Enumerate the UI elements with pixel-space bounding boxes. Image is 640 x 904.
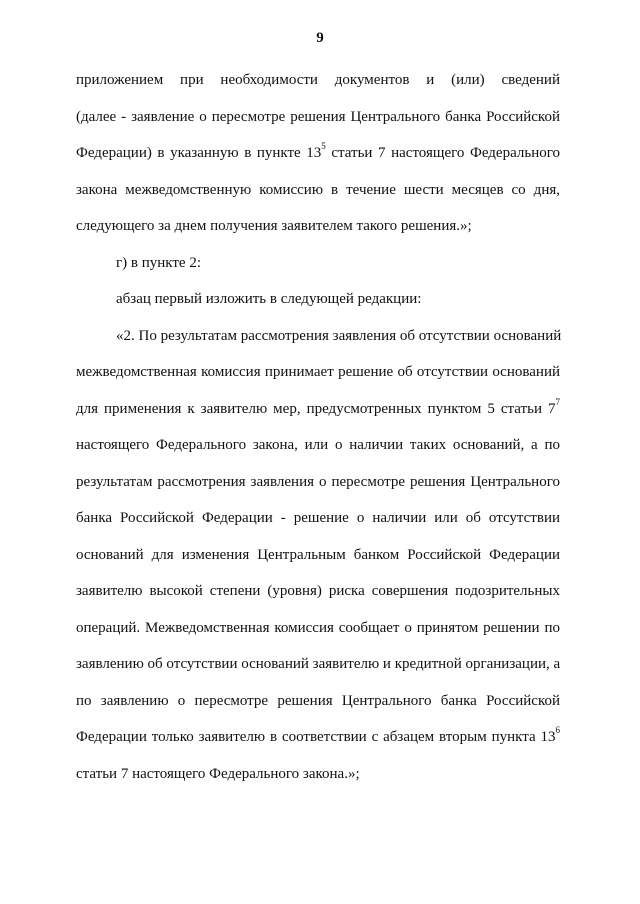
superscript: 7 [555,396,560,407]
paragraph-line [76,719,560,756]
page-number: 9 [316,30,324,46]
paragraph-line: оснований для изменения Центральным банком Российской Федерации [76,546,560,563]
paragraph-line: настоящего Федерального закона, или о наличии таких оснований, а по [76,437,560,453]
paragraph-line: операций. Межведомственная комиссия сообщает о принятом решении по [76,619,560,636]
paragraph-line [76,135,560,172]
paragraph-line: банка Российской Федерации - решение о наличии или об отсутствии [76,510,560,526]
document-body [76,62,560,792]
line-text: Федерации) в указанную в пункте 13 [76,145,322,161]
paragraph-line [76,391,560,428]
paragraph-line: заявителю высокой степени (уровня) риска совершения подозрительных [76,583,560,599]
paragraph-line: «2. По результатам рассмотрения заявления об отсутствии оснований [116,327,562,344]
paragraph-line: приложением при необходимости документов и (или) сведений [76,72,560,88]
paragraph-line: закона межведомственную комиссию в течение шести месяцев со дня, [76,181,560,198]
superscript: 6 [555,725,560,735]
paragraph-line: следующего за днем получения заявителем такого решения.»; [76,218,472,234]
subitem-heading: г) в пункте 2: [116,254,202,271]
paragraph-line: заявлению об отсутствии оснований заявителю и кредитной организации, а [76,656,561,672]
paragraph-line: (далее - заявление о пересмотре решения Центрального банка Российской [76,108,560,125]
paragraph-line: статьи 7 настоящего Федерального закона.»; [76,765,360,782]
paragraph-line: по заявлению о пересмотре решения Центрального банка Российской [76,692,560,709]
line-text: статьи 7 настоящего Федерального [325,145,561,161]
instruction-line: абзац первый изложить в следующей редакции: [116,291,422,307]
paragraph-line: результатам рассмотрения заявления о пересмотре решения Центрального [76,473,560,490]
line-text: для применения к заявителю мер, предусмотренных пунктом 5 статьи 7 [76,400,556,417]
superscript: 5 [321,141,326,151]
line-text: Федерации только заявителю в соответствии с абзацем вторым пункта 13 [76,729,556,745]
paragraph-line: межведомственная комиссия принимает решение об отсутствии оснований [76,364,560,380]
